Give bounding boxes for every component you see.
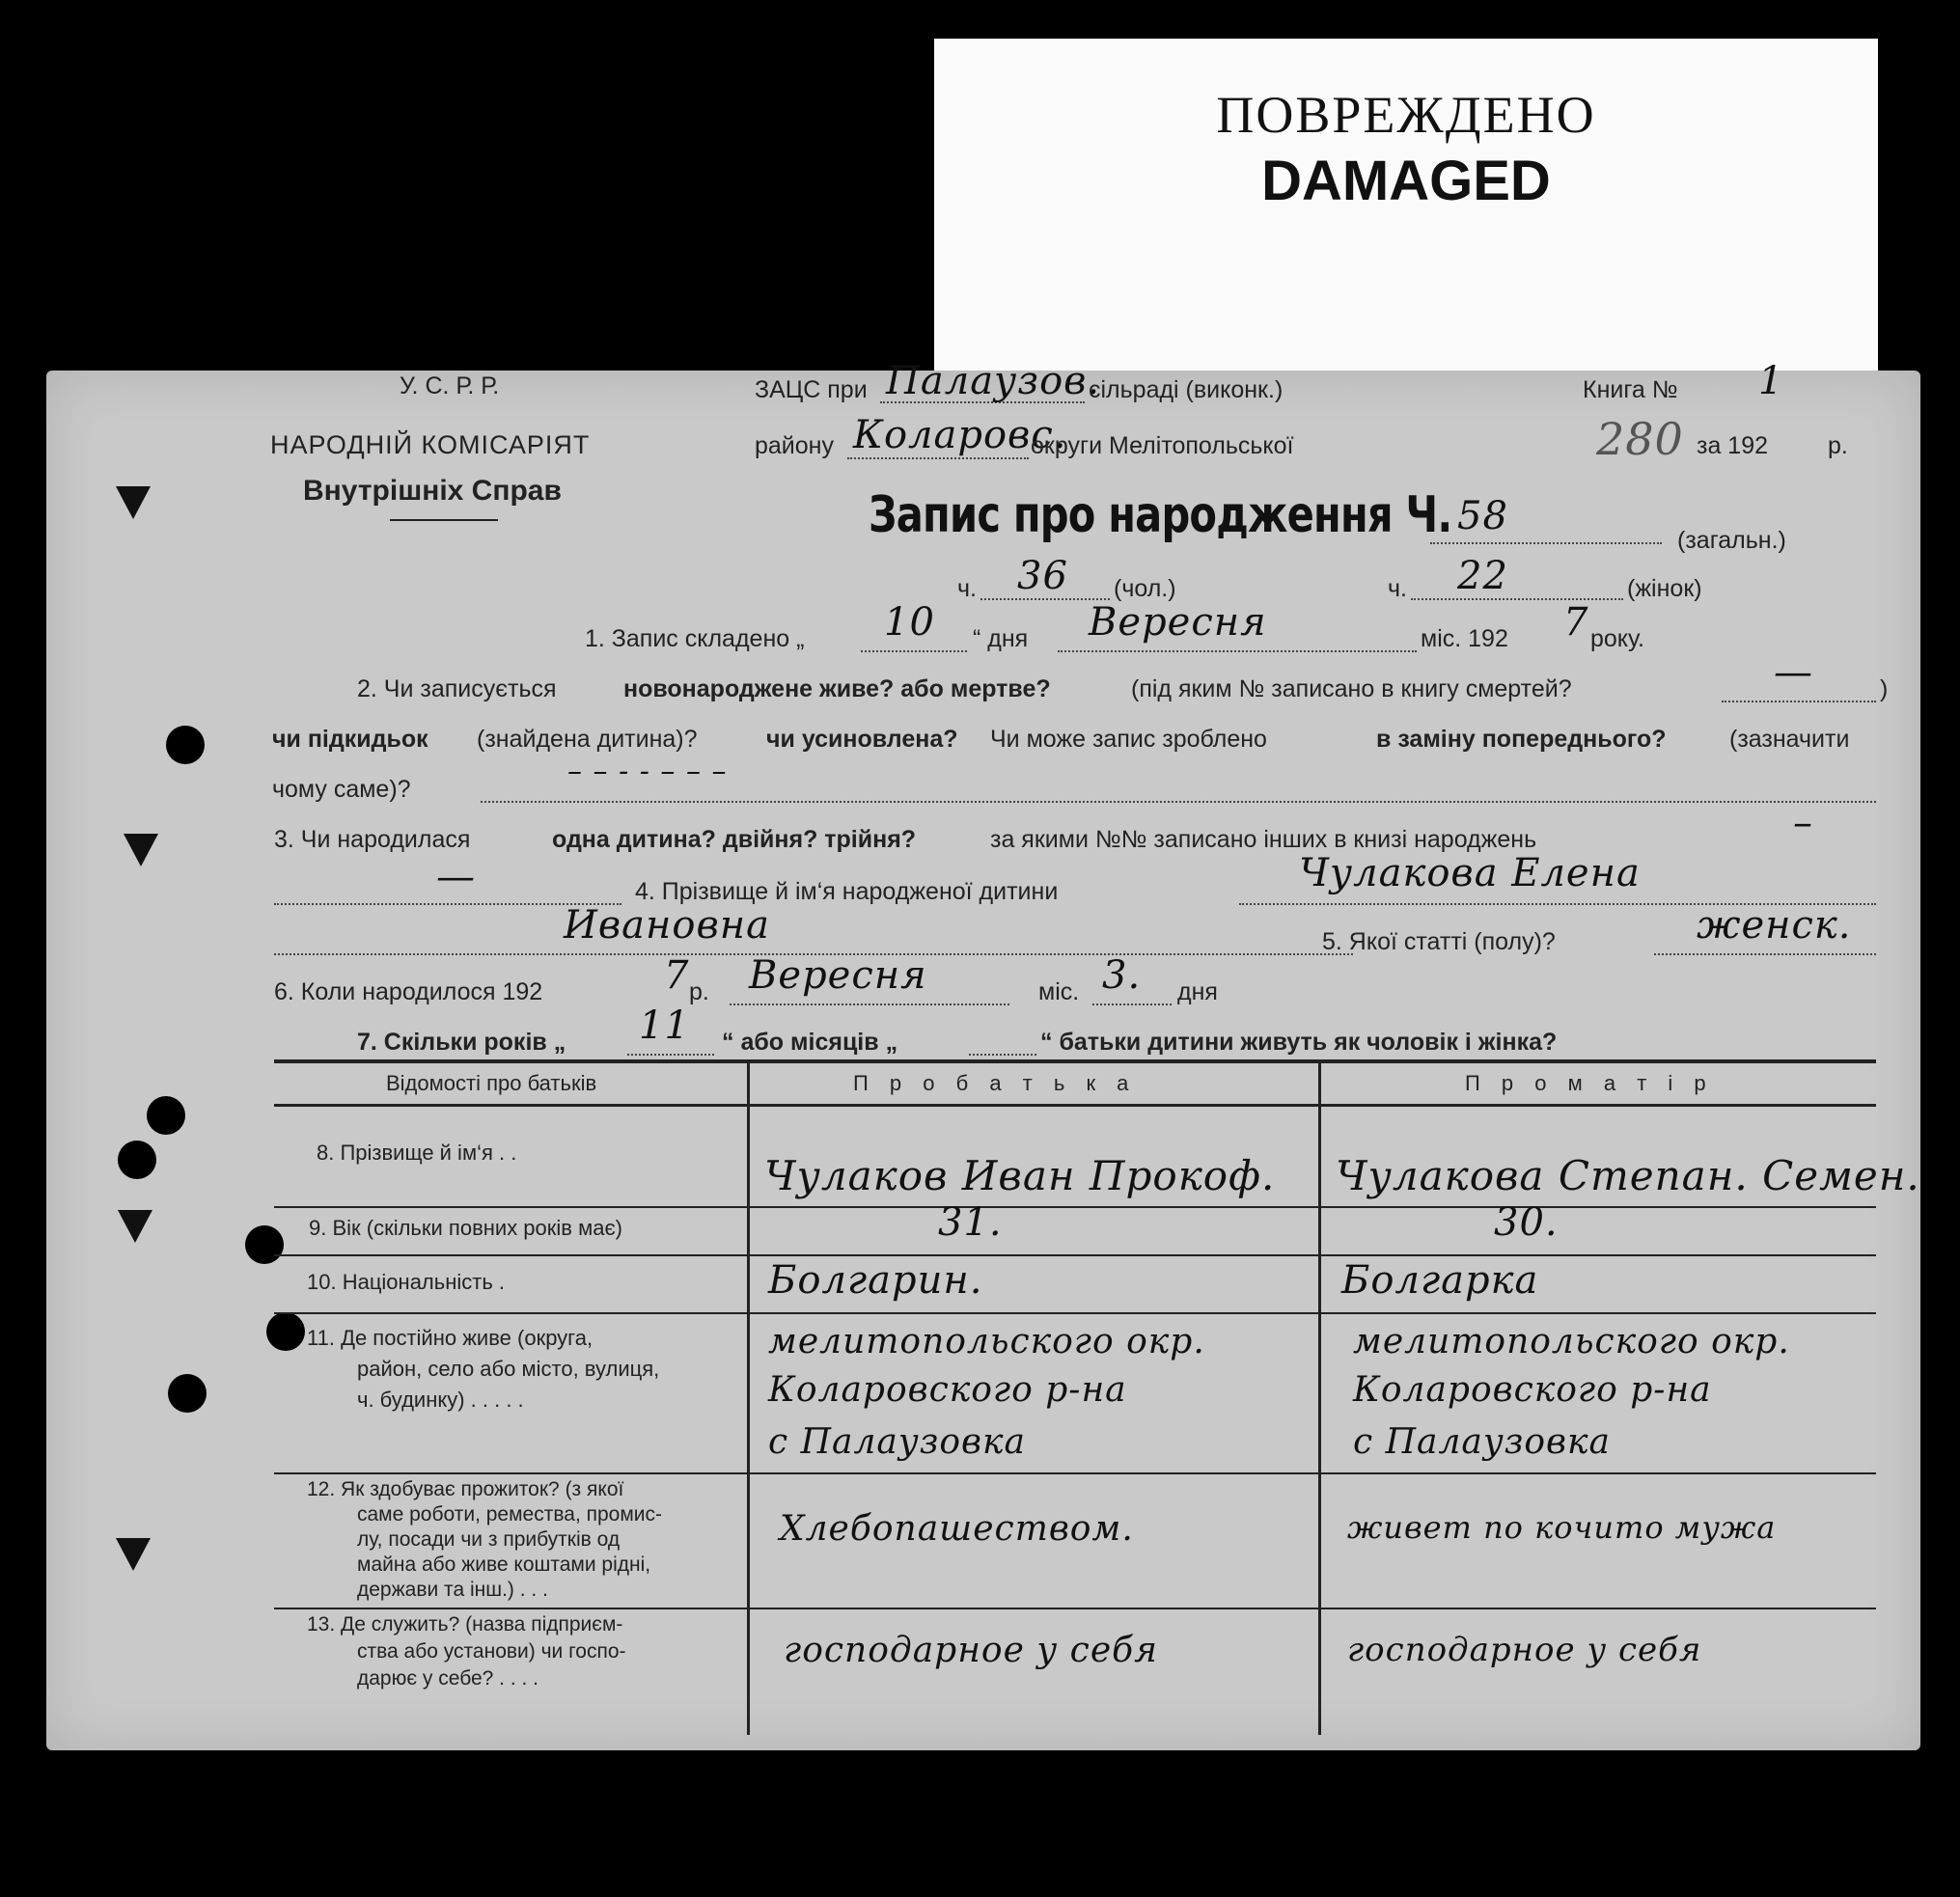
q7-months-line — [969, 1054, 1036, 1056]
table-col-divider-2 — [1318, 1059, 1321, 1735]
q7-b: “ або місяців „ — [722, 1029, 898, 1056]
damaged-tag-en: DAMAGED — [1261, 150, 1551, 212]
table-header-rule — [274, 1104, 1876, 1107]
row-rule — [274, 1312, 1876, 1314]
q7-c: “ батьки дитини живуть як чоловік і жінка? — [1040, 1029, 1558, 1056]
q2-b: новонароджене живе? або мертве? — [623, 675, 1051, 702]
q6-mis: міс. — [1038, 978, 1080, 1005]
row8-mother: Чулакова Степан. Семен. — [1336, 1152, 1920, 1199]
ministry-line2: Внутрішніх Справ — [303, 475, 562, 507]
margin-mark — [124, 834, 158, 866]
district-prefix: району — [755, 432, 834, 459]
q3-b: одна дитина? двійня? трійня? — [552, 826, 917, 853]
q2-line1-end: ) — [1880, 675, 1889, 702]
row9-father: 31. — [938, 1200, 1003, 1245]
margin-mark — [116, 1538, 151, 1571]
q1-month: Вересня — [1089, 600, 1267, 645]
q2-line2-a: чи підкидьок — [272, 726, 428, 753]
male-label: (чол.) — [1114, 575, 1176, 602]
table-top-rule — [274, 1059, 1876, 1063]
q2-line2-f: (зазначити — [1729, 726, 1850, 753]
punch-hole — [166, 726, 205, 764]
q1-label: 1. Запис складено „ — [585, 625, 805, 652]
row-rule — [274, 1206, 1876, 1208]
q2-line1-value: — — [1774, 650, 1813, 695]
q5-label: 5. Якої статті (полу)? — [1322, 928, 1556, 955]
row12-label-2: саме роботи, ремества, промис- — [357, 1503, 663, 1526]
q1-end: року. — [1590, 625, 1644, 652]
male-prefix: ч. — [957, 575, 977, 602]
row-rule — [274, 1472, 1876, 1474]
q2-line3-value: – – - - – – – — [567, 755, 728, 788]
q1-day: 10 — [884, 600, 935, 645]
q4-value1: Чулакова Елена — [1299, 851, 1641, 895]
female-prefix: ч. — [1388, 575, 1407, 602]
row12-father: Хлебопашеством. — [780, 1509, 1134, 1549]
district-value: Коларовс. — [853, 413, 1067, 457]
punch-hole — [147, 1096, 185, 1135]
row12-mother: живет по кочито мужа — [1347, 1509, 1777, 1546]
margin-mark — [118, 1210, 152, 1243]
village-value: Палаузов. — [886, 359, 1101, 403]
q2-c: (під яким № записано в книгу смертей? — [1131, 675, 1572, 702]
q5-value: женск. — [1697, 903, 1852, 948]
row-rule — [274, 1608, 1876, 1609]
q2-a: 2. Чи записується — [357, 675, 557, 702]
q5-line — [1654, 953, 1876, 955]
ministry-line1: НАРОДНІЙ КОМІСАРІЯТ — [270, 430, 591, 459]
q7-a: 7. Скільки років „ — [357, 1029, 566, 1056]
q2-line2-c: чи усиновлена? — [766, 726, 958, 753]
punch-hole — [266, 1312, 305, 1351]
row11-mother-3: с Палаузовка — [1353, 1422, 1611, 1462]
q1-mid: “ дня — [973, 625, 1029, 652]
row-rule — [274, 1254, 1876, 1256]
q1-tail: міс. 192 — [1421, 625, 1508, 652]
ussr-label: У. С. Р. Р. — [400, 372, 500, 399]
row12-label-1: 12. Як здобуває прожиток? (з якої — [307, 1478, 624, 1500]
female-count: 22 — [1457, 554, 1508, 598]
damaged-tag — [934, 39, 1878, 392]
row11-father-3: с Палаузовка — [768, 1422, 1026, 1462]
q2-line2-b: (знайдена дитина)? — [477, 726, 698, 753]
q2-line2-d: Чи може запис зроблено — [990, 726, 1267, 753]
record-title: Запис про народження Ч. — [869, 486, 1452, 544]
table-header-mother: П р о м а т і р — [1465, 1071, 1714, 1095]
row10-label: 10. Національність . — [307, 1270, 506, 1294]
row10-mother: Болгарка — [1341, 1258, 1539, 1303]
row13-label-3: дарює у себе? . . . . — [357, 1667, 539, 1690]
female-label: (жінок) — [1627, 575, 1702, 602]
table-header-father: П р о б а т ь к а — [853, 1071, 1137, 1095]
record-number-line — [1430, 542, 1662, 544]
q4-label: 4. Прізвище й ім‘я народженої дитини — [635, 878, 1059, 905]
row11-label-2: район, село або місто, вулиця, — [357, 1357, 660, 1381]
q1-month-line — [1058, 650, 1417, 652]
q4-value2: Ивановна — [564, 903, 770, 948]
punch-hole — [168, 1374, 207, 1413]
row9-mother: 30. — [1494, 1200, 1559, 1245]
zags-prefix: ЗАЦС при — [755, 376, 868, 403]
q6-r: р. — [689, 978, 709, 1005]
year-suffix: р. — [1828, 432, 1848, 459]
row13-label-1: 13. Де служить? (назва підприєм- — [307, 1613, 623, 1636]
q3-value: – — [1793, 801, 1813, 845]
birth-record-card — [46, 359, 1920, 1750]
row11-father-2: Коларовского р-на — [768, 1370, 1127, 1410]
q7-years-line — [627, 1054, 714, 1056]
okrug-label: округи Мелітопольської — [1031, 432, 1294, 459]
margin-mark — [116, 486, 151, 519]
row11-mother-1: мелитопольского окр. — [1353, 1322, 1790, 1361]
row12-label-4: майна або живе коштами рідні, — [357, 1553, 651, 1576]
record-number: 58 — [1457, 494, 1508, 538]
row12-label-5: держави та інш.) . . . — [357, 1579, 548, 1601]
q6-month-line — [730, 1003, 1009, 1005]
row11-label-3: ч. будинку) . . . . . — [357, 1388, 524, 1412]
female-line — [1411, 598, 1623, 600]
row8-label: 8. Прізвище й ім‘я . . — [317, 1141, 517, 1165]
village-suffix: сільраді (виконк.) — [1089, 376, 1284, 403]
q6-month: Вересня — [749, 953, 927, 998]
row8-father: Чулаков Иван Прокоф. — [764, 1152, 1276, 1199]
q2-line1-dots — [1722, 701, 1876, 702]
q2-line2-e: в заміну попереднього? — [1376, 726, 1667, 753]
q6-dnya: дня — [1177, 978, 1218, 1005]
row11-father-1: мелитопольского окр. — [768, 1322, 1205, 1361]
punch-hole — [118, 1141, 156, 1179]
row10-father: Болгарин. — [768, 1258, 983, 1303]
q6-label: 6. Коли народилося 192 — [274, 978, 543, 1005]
male-count: 36 — [1017, 554, 1068, 598]
q7-years: 11 — [639, 1003, 690, 1048]
table-header-info: Відомості про батьків — [386, 1071, 597, 1095]
q3-value2: — — [436, 855, 476, 899]
q3-a: 3. Чи народилася — [274, 826, 471, 853]
row11-label-1: 11. Де постійно живе (округа, — [307, 1326, 594, 1350]
q1-day-line — [861, 650, 967, 652]
damaged-tag-ru: ПОВРЕЖДЕНО — [1216, 86, 1596, 144]
q6-year: 7 — [664, 953, 690, 998]
stamp-number: 280 — [1596, 413, 1684, 465]
year-label: за 192 — [1697, 432, 1769, 459]
district-line — [847, 457, 1029, 459]
row13-label-2: ства або установи) чи госпо- — [357, 1640, 626, 1663]
row13-father: господарное у себя — [784, 1631, 1158, 1670]
row13-mother: господарное у себя — [1347, 1631, 1702, 1669]
q6-day-line — [1092, 1003, 1172, 1005]
row9-label: 9. Вік (скільки повних років має) — [309, 1216, 623, 1240]
q2-line3: чому саме)? — [272, 776, 411, 803]
row11-mother-2: Коларовского р-на — [1353, 1370, 1712, 1410]
punch-hole — [245, 1225, 284, 1264]
q1-year: 7 — [1563, 600, 1589, 645]
q3-c: за якими №№ записано інших в книзі народжень — [990, 826, 1537, 853]
book-value: 1 — [1758, 359, 1784, 403]
ministry-underline — [390, 519, 498, 521]
q2-line3-dots — [481, 801, 1876, 803]
q6-day: 3. — [1102, 953, 1142, 998]
book-label: Книга № — [1583, 376, 1678, 403]
general-label: (загальн.) — [1677, 527, 1786, 554]
row12-label-3: лу, посади чи з прибутків од — [357, 1528, 621, 1551]
table-col-divider-1 — [747, 1059, 750, 1735]
